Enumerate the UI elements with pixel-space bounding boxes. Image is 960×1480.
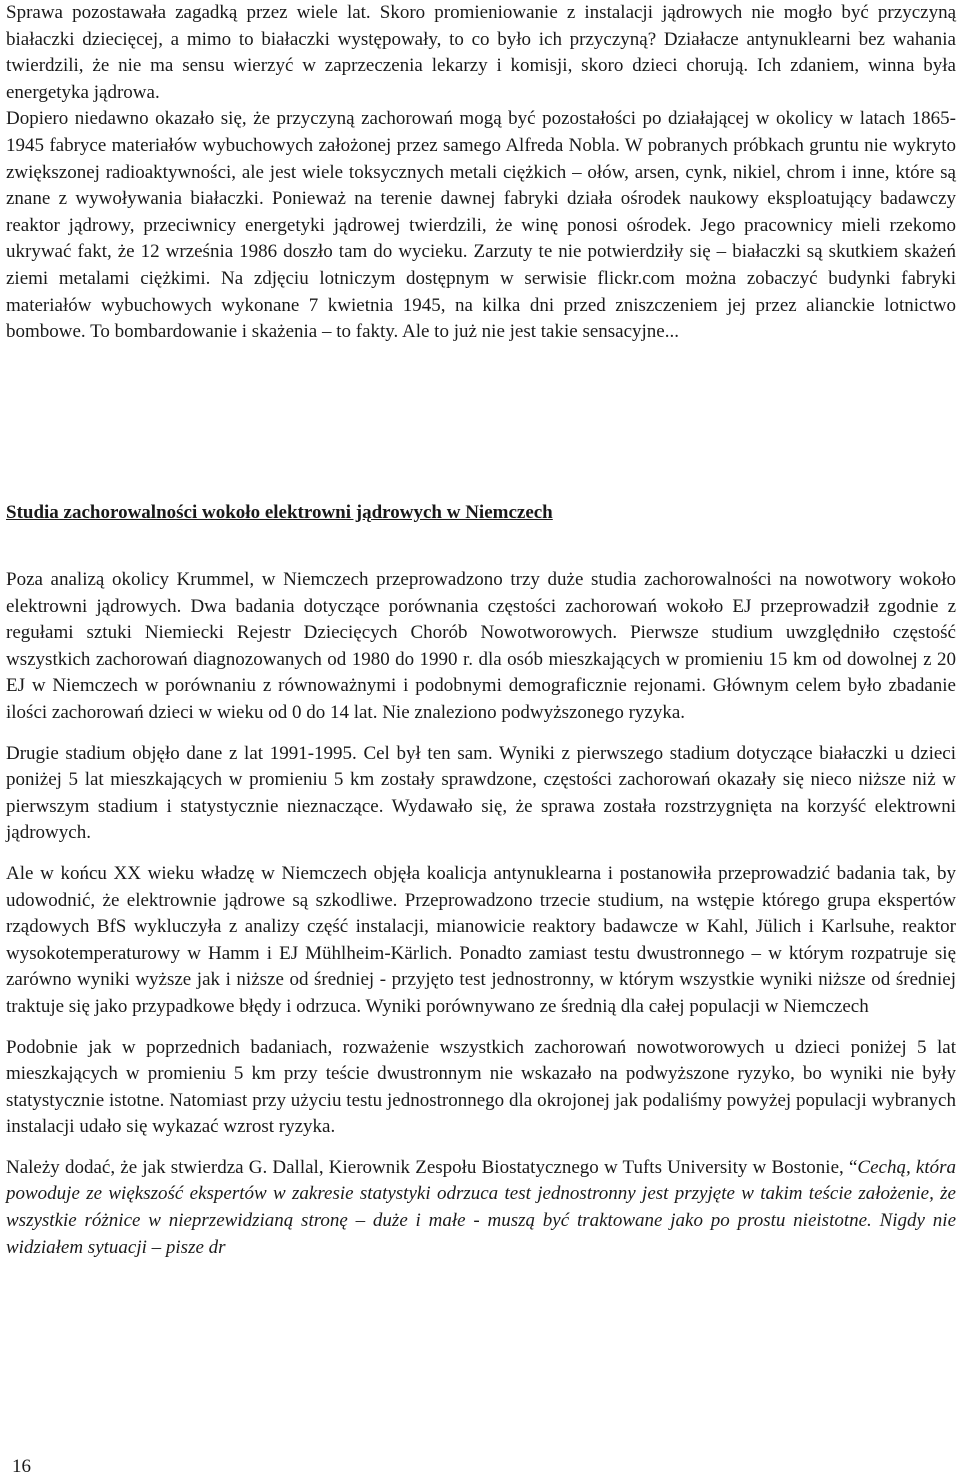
document-page: [6, 0, 956, 1477]
paragraph-nobel-factory: Dopiero niedawno okazało się, że przyczyną zachorowań mogą być pozostałości po działającej w okolicy w latach 1865-1945 fabryce materiałów wybuchowych założonej przez samego Alfreda Nobla. W pobranych próbkach gruntu nie wykryto zwiększonej radioaktywności, ale jest wiele toksycznych metali ciężkich – ołów, arsen, cynk, nikiel, chrom i inne, które są znane z wywoływania białaczki. Ponieważ na terenie dawnej fabryki działa ośrodek naukowy eksploatujący badawczy reaktor jądrowy, przeciwnicy energetyki jądrowej twierdzili, że winę ponosi ośrodek. Jego pracownicy mieli rzekomo ukrywać fakt, że 12 września 1986 doszło tam do wycieku. Zarzuty te nie potwierdziły się – białaczki są skutkiem skażeń ziemi metalami ciężkimi. Na zdjęciu lotniczym dostępnym w serwisie flickr.com można zobaczyć budynki fabryki materiałów wybuchowych wykonane 7 kwietnia 1945, na kilka dni przed zniszczeniem jej przez alianckie lotnictwo bombowe. To bombardowanie i skażenia – to fakty. Ale to już nie jest takie sensacyjne...: [6, 108, 956, 343]
paragraph-studies-intro: Poza analizą okolicy Krummel, w Niemczech przeprowadzono trzy duże studia zachorowalności na nowotwory wokoło elektrowni jądrowych. Dwa badania dotyczące porównania częstości zachorowań wokoło EJ przeprowadził zgodnie z regułami sztuki Niemiecki Rejestr Dziecięcych Chorób Nowotworowych. Pierwsze studium uwzględniło częstość wszystkich zachorowań diagnozowanych od 1980 do 1990 r. dla osób mieszkających w promieniu 15 km od dowolnej z 20 EJ w Niemczech w porównaniu z równoważnymi i podobnymi demograficznie rejonami. Głównym celem było zbadanie ilości zachorowań dzieci w wieku od 0 do 14 lat. Nie znaleziono podwyższonego ryzyka.: [6, 569, 956, 723]
paragraph-second-study: Drugie stadium objęło dane z lat 1991-1995. Cel był ten sam. Wyniki z pierwszego stadium dotyczące białaczki u dzieci poniżej 5 lat mieszkających w promieniu 5 km zostały sprawdzone, częstości zachorowań okazały się nieco niższe niż w pierwszym stadium i statystycznie nieznaczące. Wydawało się, że sprawa została rozstrzygnięta na korzyść elektrowni jądrowych.: [6, 742, 956, 844]
section-heading: Studia zachorowalności wokoło elektrowni jądrowych w Niemczech: [6, 502, 553, 523]
paragraph-dallal-quote: [6, 1155, 956, 1261]
paragraph-third-study: Ale w końcu XX wieku władzę w Niemczech objęła koalicja antynuklearna i postanowiła przeprowadzić badania tak, by udowodnić, że elektrownie jądrowe są szkodliwe. Przeprowadzono trzecie studium, na wstępie którego grupa ekspertów rządowych BfS wykluczyła z analizy część instalacji, mianowicie reaktory badawcze w Kahl, Jülich i Karlsuhe, reaktor wysokotemperaturowy w Hamm i EJ Mühlheim-Kärlich. Ponadto zamiast testu dwustronnego – w którym rozpatruje się zarówno wyniki wyższe jak i niższe od średniej - przyjęto test jednostronny, w którym wszystkie wyniki niższe od średniej traktuje się jako przypadkowe błędy i odrzuca. Wyniki porównywano ze średnią dla całej populacji w Niemczech: [6, 862, 956, 1017]
quote-intro-text: Należy dodać, że jak stwierdza G. Dallal, Kierownik Zespołu Biostatycznego w Tufts University w Bostonie, “: [6, 1156, 858, 1178]
page-number: 16: [12, 1456, 31, 1477]
quote-italic-text: Cechą, która powoduje ze większość ekspertów w zakresie statystyki odrzuca test jednostronny jest przyjęte w takim teście założenie, że wszystkie różnice w nieprzewidzianą stronę – duże i małe - muszą być traktowane jako po prostu nieistotne. Nigdy nie widziałem sytuacji – pisze dr: [6, 1156, 956, 1258]
paragraph-comparison: Podobnie jak w poprzednich badaniach, rozważenie wszystkich zachorowań nowotworowych u dzieci poniżej 5 lat mieszkających w promieniu 5 km przy teście dwustronnym nie wskazało na podwyższone ryzyko, bo wyniki nie były statystycznie istotne. Natomiast przy użyciu testu jednostronnego dla okrojonej jak podaliśmy powyżej populacji wybranych instalacji udało się wykazać wzrost ryzyka.: [6, 1036, 956, 1138]
paragraph-intro: Sprawa pozostawała zagadką przez wiele lat. Skoro promieniowanie z instalacji jądrowych nie mogło być przyczyną białaczki dziecięcej, a mimo to białaczki występowały, to co było ich przyczyną? Działacze antynuklearni bez wahania twierdzili, że nie ma sensu wierzyć w zaprzeczenia lekarzy i komisji, skoro dzieci chorują. Ich zdaniem, winna była energetyka jądrowa.: [6, 2, 956, 103]
section-body: [6, 567, 956, 1275]
